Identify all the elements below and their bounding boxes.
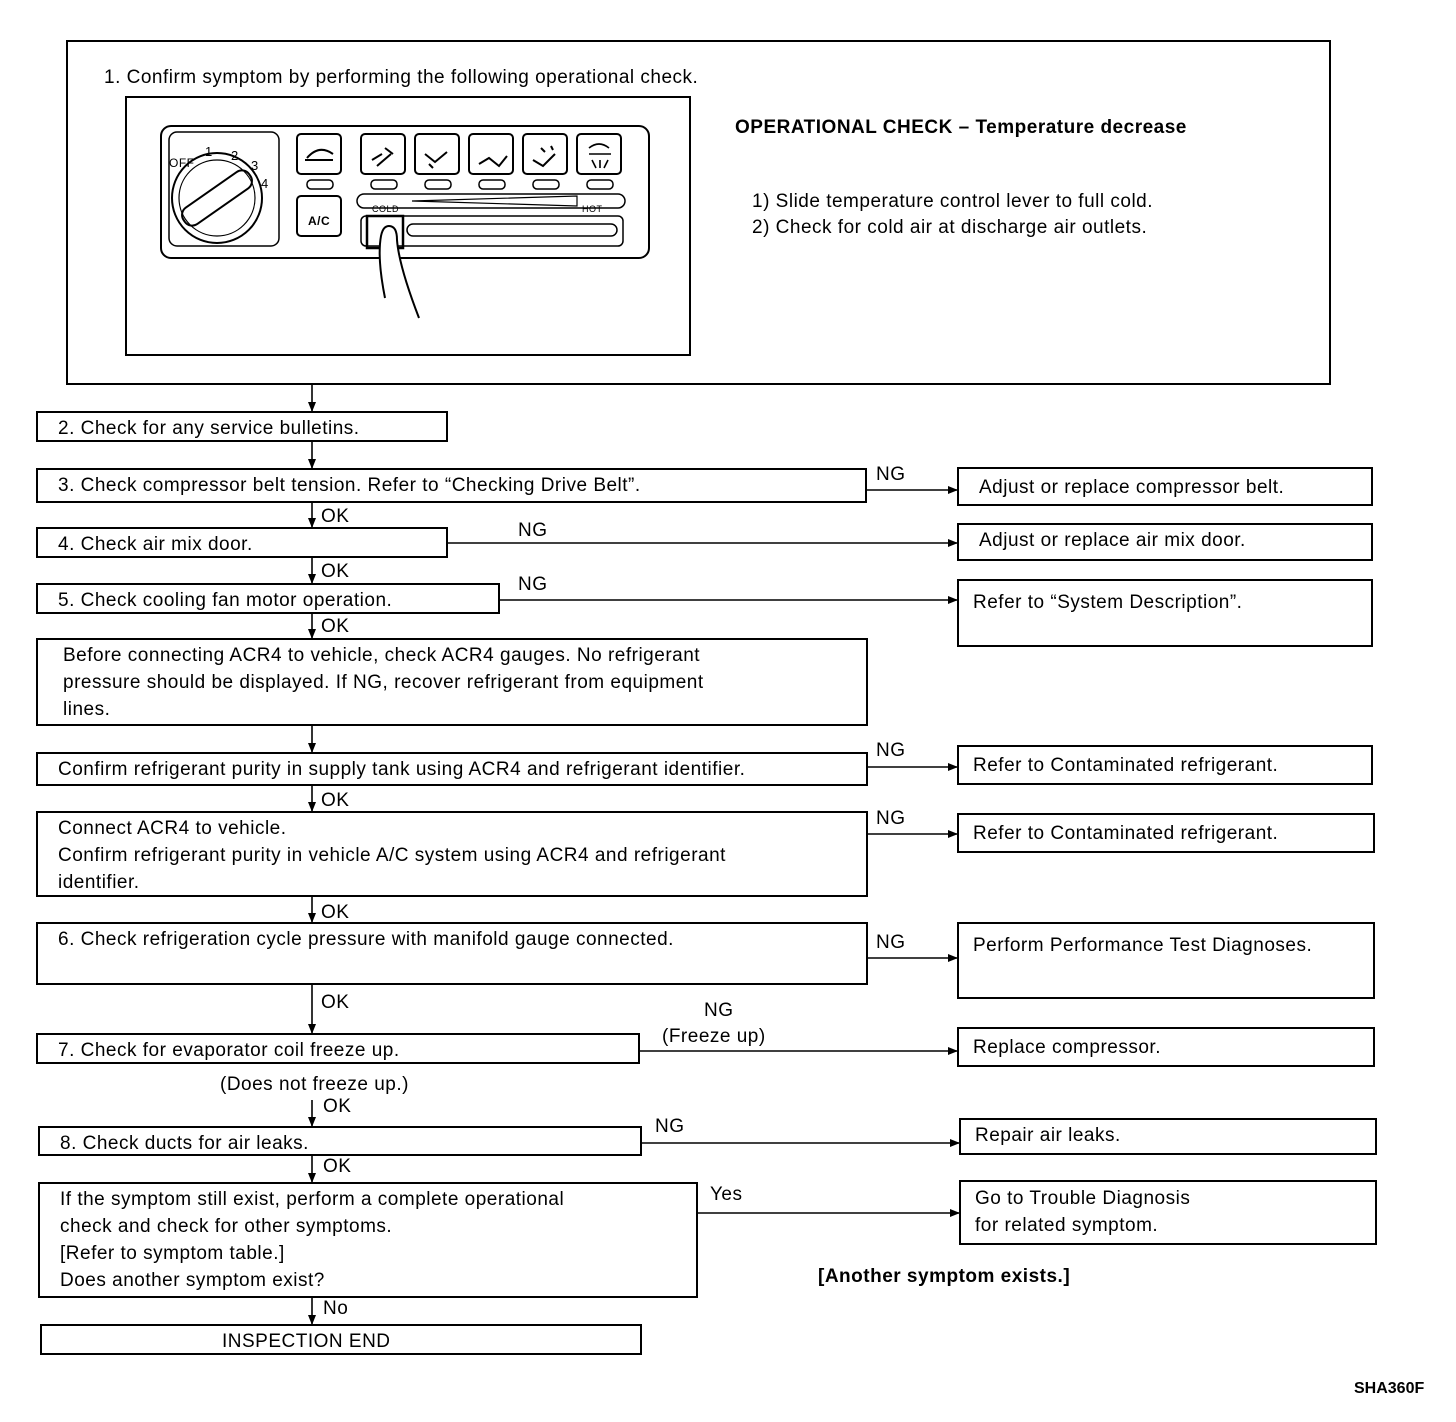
result-step4-box [957,523,1373,561]
hot-label: HOT [582,204,603,214]
step8-text: 8. Check ducts for air leaks. [60,1133,309,1154]
step2-box [36,411,448,442]
result-step3-text: Adjust or replace compressor belt. [979,477,1285,498]
step3-text: 3. Check compressor belt tension. Refer to “Checking Drive Belt”. [58,475,641,496]
purity-vehicle-line-3: identifier. [58,872,140,893]
purity-vehicle-box [36,811,868,897]
step6-box [36,922,868,985]
ng-label: NG [876,740,906,761]
result-step7-text: Replace compressor. [973,1037,1161,1058]
symptom-line-2: check and check for other symptoms. [60,1216,393,1237]
ng-label: NG [518,574,548,595]
fan-label-2: 2 [231,148,239,163]
step4-box [36,527,448,558]
fan-label-off: OFF [169,156,195,170]
result-step6-box [957,922,1375,999]
ac-button-label: A/C [308,214,331,228]
no-freeze-label: (Does not freeze up.) [220,1074,409,1095]
ok-label: OK [321,992,350,1013]
result-step7-box [957,1027,1375,1067]
step3-box [36,468,867,503]
symptom-line-1: If the symptom still exist, perform a complete operational [60,1189,565,1210]
figure-code: SHA360F [1354,1380,1425,1397]
inspection-end-text: INSPECTION END [222,1331,391,1352]
ok-label: OK [321,616,350,637]
ok-label: OK [321,902,350,923]
result-step5-text: Refer to “System Description”. [973,592,1243,613]
symptom-check-box [38,1182,698,1298]
step1-title: 1. Confirm symptom by performing the following operational check. [104,67,699,88]
result-step6-text: Perform Performance Test Diagnoses. [973,935,1313,956]
symptom-line-3: [Refer to symptom table.] [60,1243,285,1264]
step5-box [36,583,500,614]
purity-vehicle-line-2: Confirm refrigerant purity in vehicle A/C system using ACR4 and refrigerant [58,845,726,866]
step7-text: 7. Check for evaporator coil freeze up. [58,1040,400,1061]
acr4-gauge-line-1: Before connecting ACR4 to vehicle, check ACR4 gauges. No refrigerant [63,645,701,666]
yes-label: Yes [710,1184,743,1205]
finger-icon [380,226,419,318]
purity-tank-box [36,752,868,786]
result-purity-tank-box [957,745,1373,785]
ng-label: NG [518,520,548,541]
step1-box [66,40,1331,385]
fan-label-3: 3 [251,158,259,173]
ok-label: OK [323,1096,352,1117]
fan-label-4: 4 [261,176,269,191]
fan-label-1: 1 [205,144,213,159]
result-step8-box [959,1118,1377,1155]
step5-text: 5. Check cooling fan motor operation. [58,590,393,611]
ng-label: NG [876,464,906,485]
result-step4-text: Adjust or replace air mix door. [979,530,1246,551]
another-symptom-label: [Another symptom exists.] [818,1266,1071,1287]
acr4-gauge-box [36,638,868,726]
inspection-end-box [40,1324,642,1355]
control-panel-figure [125,96,691,356]
result-step5-box [957,579,1373,647]
cold-label: COLD [372,204,400,214]
result-purity-tank-text: Refer to Contaminated refrigerant. [973,755,1279,776]
step6-text: 6. Check refrigeration cycle pressure with manifold gauge connected. [58,929,674,950]
ok-label: OK [321,506,350,527]
ng-label: NG [655,1116,685,1137]
result-symptom-line-2: for related symptom. [975,1215,1159,1236]
ng-label: NG [876,932,906,953]
acr4-gauge-line-2: pressure should be displayed. If NG, recover refrigerant from equipment [63,672,704,693]
result-symptom-box [959,1180,1377,1245]
result-symptom-line-1: Go to Trouble Diagnosis [975,1188,1191,1209]
no-label: No [323,1298,349,1319]
result-step8-text: Repair air leaks. [975,1125,1121,1146]
ok-label: OK [321,790,350,811]
purity-vehicle-line-1: Connect ACR4 to vehicle. [58,818,287,839]
step4-text: 4. Check air mix door. [58,534,253,555]
freeze-up-label: (Freeze up) [662,1026,766,1047]
acr4-gauge-line-3: lines. [63,699,111,720]
ok-label: OK [323,1156,352,1177]
ok-label: OK [321,561,350,582]
ng-label: NG [704,1000,734,1021]
step2-text: 2. Check for any service bulletins. [58,418,360,439]
control-panel-illustration [127,98,689,354]
result-step3-box [957,467,1373,506]
op-step-2: 2) Check for cold air at discharge air outlets. [752,217,1148,238]
purity-tank-text: Confirm refrigerant purity in supply tank using ACR4 and refrigerant identifier. [58,759,746,780]
step7-box [36,1033,640,1064]
op-check-title: OPERATIONAL CHECK – Temperature decrease [735,117,1187,138]
step8-box [38,1126,642,1156]
result-purity-vehicle-box [957,813,1375,853]
ng-label: NG [876,808,906,829]
result-purity-vehicle-text: Refer to Contaminated refrigerant. [973,823,1279,844]
symptom-line-4: Does another symptom exist? [60,1270,325,1291]
op-step-1: 1) Slide temperature control lever to full cold. [752,191,1154,212]
